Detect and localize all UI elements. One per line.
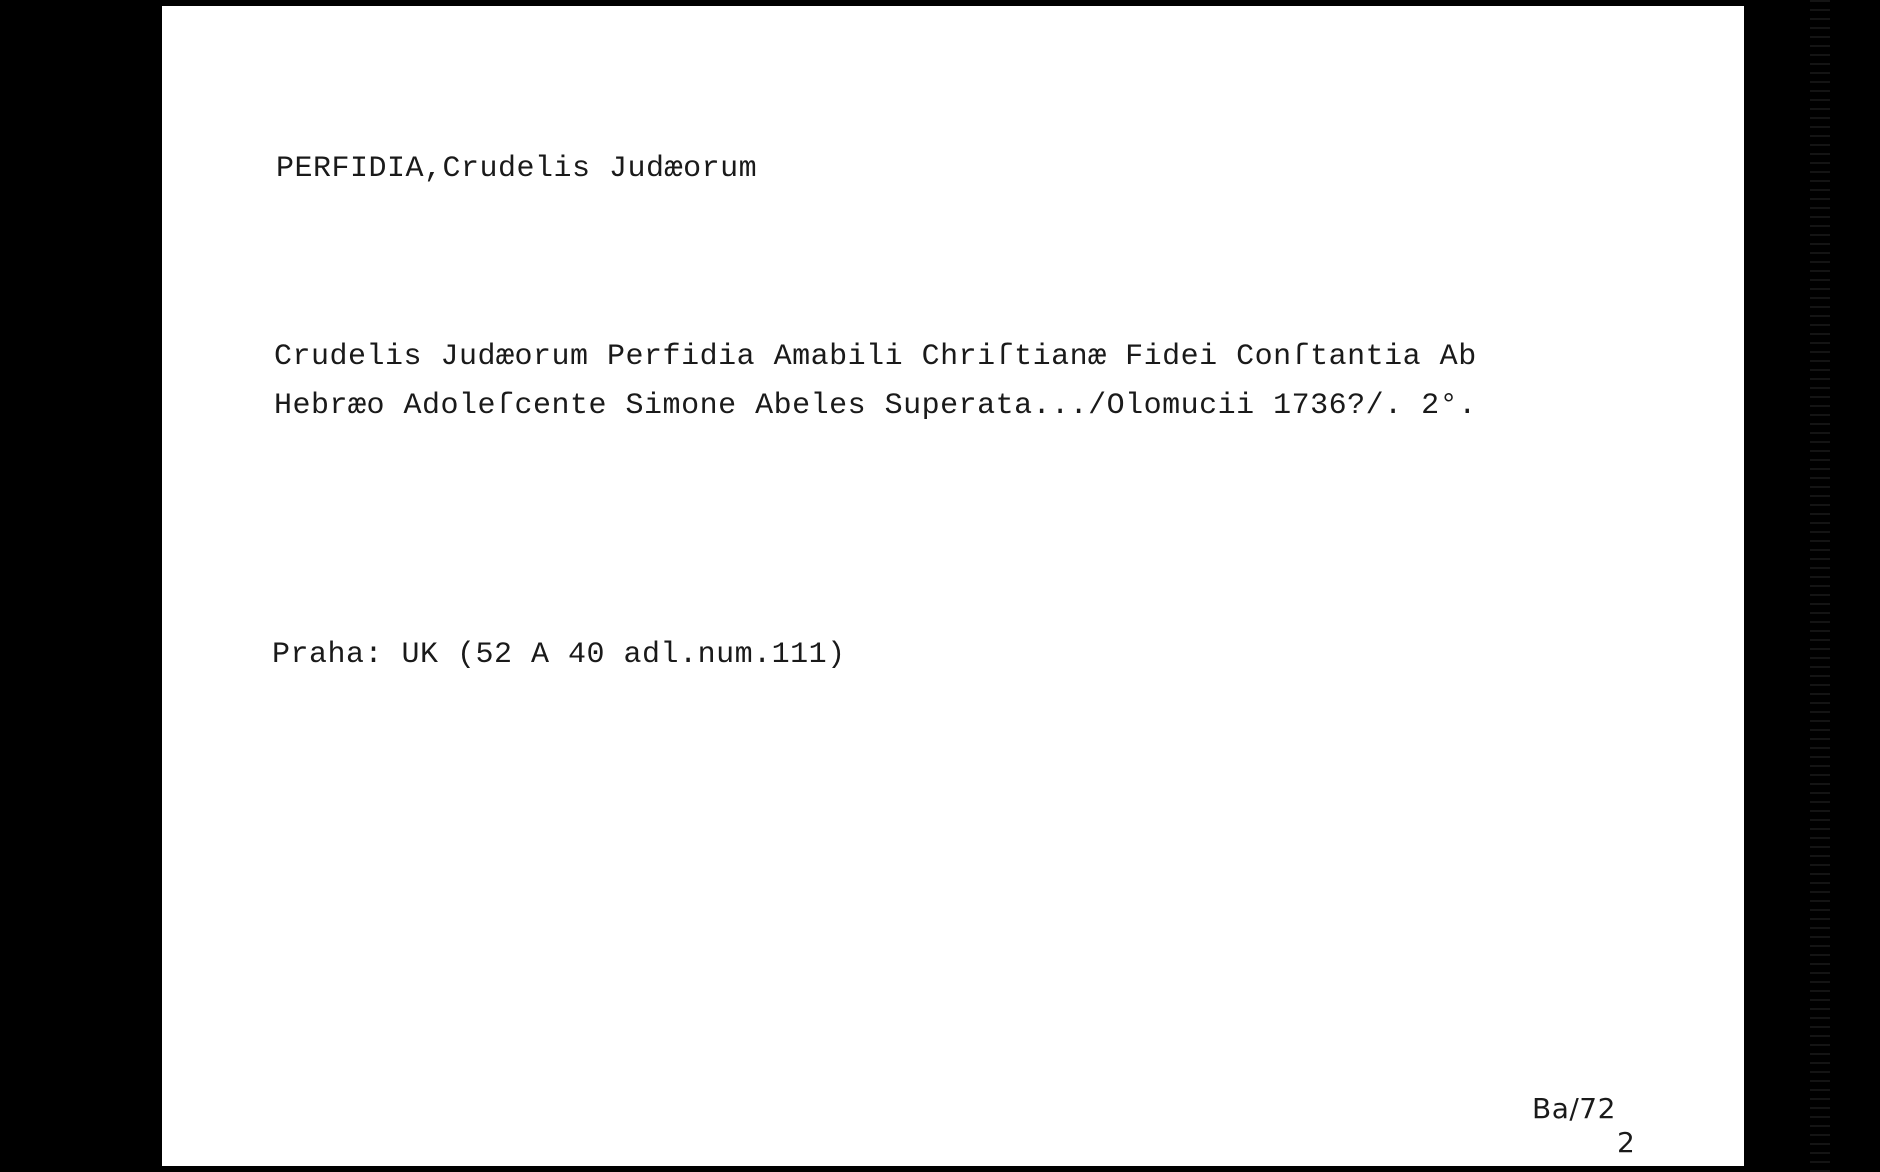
card-signature: Ba/72 xyxy=(1532,1092,1616,1125)
catalog-card xyxy=(162,6,1744,1166)
scan-edge-noise xyxy=(1810,0,1830,1172)
holding-location: Praha: UK (52 A 40 adl.num.111) xyxy=(272,638,846,672)
card-heading: PERFIDIA,Crudelis Judæorum xyxy=(276,152,758,186)
title-line-2: Hebræo Adoleſcente Simone Abeles Superata.../Olomucii 1736?/. 2°. xyxy=(274,389,1477,423)
title-line-1: Crudelis Judæorum Perfidia Amabili Chriſtianæ Fidei Conſtantia Ab xyxy=(274,340,1477,374)
card-number: 2 xyxy=(1617,1126,1636,1159)
